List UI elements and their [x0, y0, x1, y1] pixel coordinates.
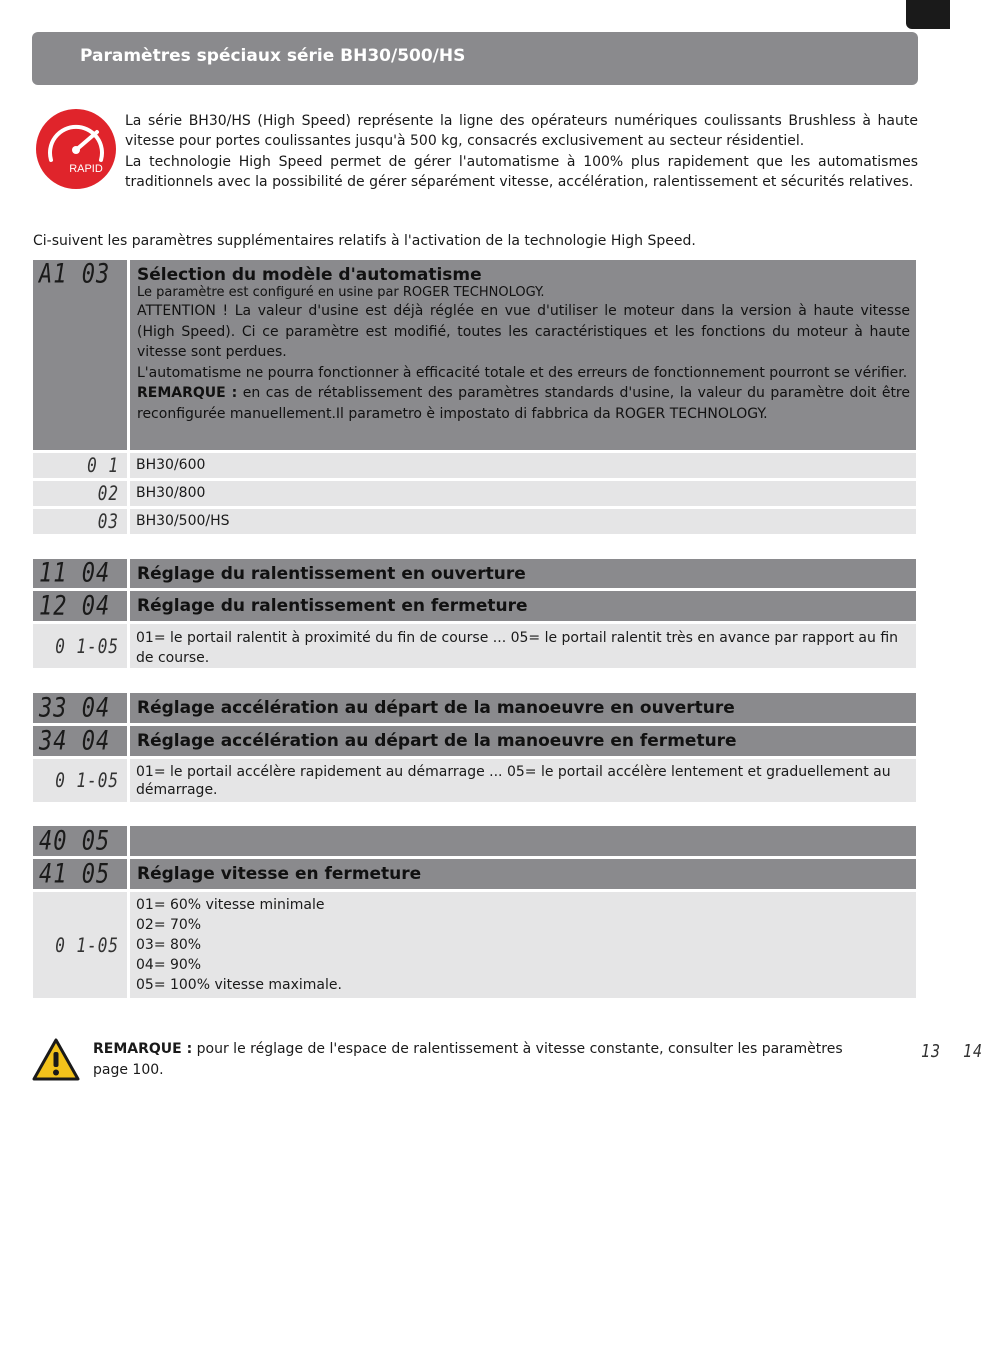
- param-code: 40 05: [39, 826, 111, 856]
- param-title: Sélection du modèle d'automatisme: [137, 265, 482, 285]
- param-row-12: [33, 591, 916, 621]
- remark-body: pour le réglage de l'espace de ralentissement à vitesse constante, consulter les paramètres: [192, 1041, 843, 1057]
- option-code: 02: [97, 482, 119, 505]
- option-label: BH30/500/HS: [130, 509, 916, 534]
- param-row-11: [33, 559, 916, 588]
- speed-level: 04= 90%: [136, 957, 202, 973]
- range-row: [33, 759, 916, 802]
- param-title: Réglage du ralentissement en ouverture: [130, 559, 916, 588]
- option-label: BH30/800: [130, 481, 916, 506]
- speed-level: 02= 70%: [136, 917, 202, 933]
- section-title: Paramètres spéciaux série BH30/500/HS: [80, 46, 466, 66]
- rapid-speedometer-logo: [35, 108, 117, 190]
- param-code-cell: [33, 591, 127, 621]
- param-subtitle: Le paramètre est configuré en usine par ROGER TECHNOLOGY.: [137, 285, 545, 300]
- range-code-cell: [33, 892, 127, 998]
- range-description: 01= le portail ralentit à proximité du fin de course ... 05= le portail ralentit très en avance par rapport au fin de course.: [130, 624, 916, 668]
- range-row: [33, 624, 916, 668]
- range-code: 0 1-05: [55, 634, 119, 658]
- param-code-cell: [33, 693, 127, 723]
- range-code-cell: [33, 759, 127, 802]
- param-code: 12 04: [39, 591, 111, 621]
- remark-paragraph: [137, 383, 910, 424]
- option-code: 03: [97, 510, 119, 533]
- speed-level: 03= 80%: [136, 937, 202, 953]
- option-code-cell: [33, 453, 127, 478]
- option-row: [33, 453, 916, 478]
- option-row: [33, 481, 916, 506]
- param-code-cell: [33, 826, 127, 856]
- param-row-a103: [33, 260, 916, 450]
- param-code: 34 04: [39, 726, 111, 756]
- remark-page: page 100.: [93, 1062, 164, 1078]
- option-label: BH30/600: [130, 453, 916, 478]
- range-code: 0 1-05: [55, 933, 119, 957]
- speed-level: 05= 100% vitesse maximale.: [136, 977, 342, 993]
- option-row: [33, 509, 916, 534]
- param-title: Réglage accélération au départ de la manoeuvre en ouverture: [130, 693, 916, 723]
- intro-paragraph-2: La technologie High Speed permet de gérer l'automatisme à 100% plus rapidement que les automatismes traditionnels avec la possibilité de gérer séparément vitesse, accélération, ralentissement et sécurités relatives.: [125, 153, 918, 190]
- option-code-cell: [33, 481, 127, 506]
- param-code-cell: [33, 559, 127, 588]
- param-table-slowdown: [33, 559, 916, 671]
- remark-text: en cas de rétablissement des paramètres standards d'usine, la valeur du paramètre doit être reconfigurée manuellement.Il parametro è impostato di fabbrica da ROGER TECHNOLOGY.: [137, 385, 910, 422]
- param-ref-14: 14: [963, 1040, 983, 1062]
- param-title: [130, 826, 916, 856]
- attention-text: ATTENTION ! La valeur d'usine est déjà réglée en vue d'utiliser le moteur dans la version à haute vitesse (High Speed). Ci ce paramètre est modifié, toutes les caractéristiques et les fonctions du moteur à haute vitesse sont perdues.: [137, 303, 910, 360]
- range-row: [33, 892, 916, 998]
- param-code: 33 04: [39, 693, 111, 723]
- range-description: 01= le portail accélère rapidement au démarrage ... 05= le portail accélère lentement et graduellement au démarrage.: [130, 759, 916, 802]
- param-table-speed: [33, 826, 916, 1001]
- param-row-41: [33, 859, 916, 889]
- param-row-33: [33, 693, 916, 723]
- param-title: Réglage du ralentissement en fermeture: [130, 591, 916, 621]
- remark-text: [93, 1039, 983, 1081]
- intro-paragraph-1: La série BH30/HS (High Speed) représente la ligne des opérateurs numériques coulissants Brushless à haute vitesse pour portes coulissantes jusqu'à 500 kg, consacrés exclusivement au secteur résidentiel.: [125, 113, 918, 150]
- param-code: A1 03: [39, 259, 111, 290]
- range-code: 0 1-05: [55, 769, 119, 792]
- param-code-cell: [33, 260, 127, 450]
- param-row-40: [33, 826, 916, 856]
- param-title: Réglage accélération au départ de la manoeuvre en fermeture: [130, 726, 916, 756]
- param-description: [130, 260, 916, 450]
- lead-sentence: Ci-suivent les paramètres supplémentaires relatifs à l'activation de la technologie High Speed.: [33, 233, 696, 249]
- rapid-label: RAPID: [69, 163, 103, 175]
- param-code: 41 05: [39, 859, 111, 889]
- remark-label: REMARQUE :: [93, 1041, 193, 1057]
- range-code-cell: [33, 624, 127, 668]
- param-ref-13: 13: [921, 1040, 942, 1062]
- section-title-banner: [32, 32, 918, 85]
- param-code-cell: [33, 859, 127, 889]
- speed-level: 01= 60% vitesse minimale: [136, 897, 325, 913]
- efficacy-text: L'automatisme ne pourra fonctionner à efficacité totale et des erreurs de fonctionnement pourront se vérifier.: [137, 364, 908, 381]
- param-code-cell: [33, 726, 127, 756]
- param-title: Réglage vitesse en fermeture: [130, 859, 916, 889]
- param-table-acceleration: [33, 693, 916, 805]
- warning-icon: [32, 1038, 80, 1082]
- param-table-a103: [33, 260, 916, 537]
- param-code: 11 04: [39, 558, 111, 589]
- remark-label: REMARQUE :: [137, 385, 238, 401]
- page-corner-tab: [906, 0, 950, 29]
- option-code-cell: [33, 509, 127, 534]
- param-row-34: [33, 726, 916, 756]
- intro-text: [125, 111, 918, 192]
- option-code: 0 1: [87, 454, 119, 477]
- speed-levels: [130, 892, 916, 998]
